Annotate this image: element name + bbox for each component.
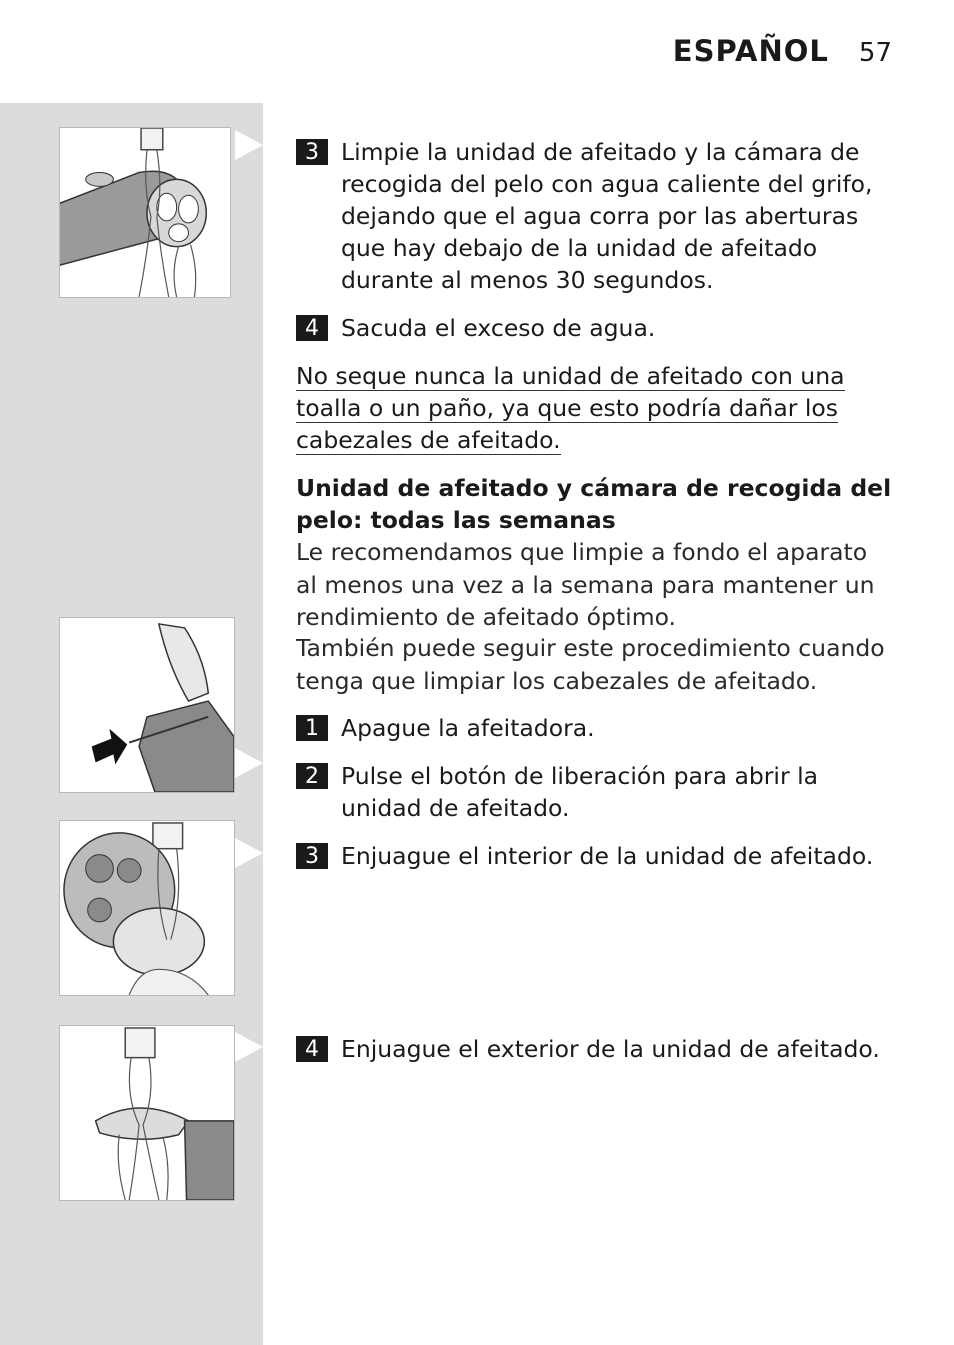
figure-pointer [235,130,263,160]
step-1-switch-off [296,712,896,744]
figure-rinse-inside [59,820,235,996]
step-4-rinse-outside [296,1033,896,1065]
step-3-rinse-inside [296,840,896,872]
step-text: Enjuague el interior de la unidad de afeitado. [341,842,874,870]
rinse-inside-illustration [60,821,234,995]
language-label: ESPAÑOL [672,34,829,68]
warning-text: No seque nunca la unidad de afeitado con una toalla o un paño, ya que esto podría dañar los cabezales de afeitado. [296,362,845,454]
step-2-open-unit [296,760,836,824]
step-number: 4 [296,315,328,341]
figure-pointer [235,1032,263,1062]
step-text: Apague la afeitadora. [341,714,595,742]
figure-release-button [59,617,235,793]
step-text: Pulse el botón de liberación para abrir la unidad de afeitado. [341,762,819,822]
step-text: Sacuda el exceso de agua. [341,314,656,342]
step-number: 3 [296,843,328,869]
rinse-illustration [60,128,230,297]
page-header [673,34,892,68]
rinse-outside-illustration [60,1026,234,1200]
step-number: 4 [296,1036,328,1062]
figure-rinse-shaving-unit [59,127,231,298]
section-heading: Unidad de afeitado y cámara de recogida del pelo: todas las semanas [296,474,892,534]
step-number: 2 [296,763,328,789]
release-illustration [60,618,234,792]
step-number: 1 [296,715,328,741]
step-3-clean-unit [296,136,896,296]
intro-paragraph-2: También puede seguir este procedimiento cuando tenga que limpiar los cabezales de afeitado. [296,634,885,695]
warning-note [296,360,856,456]
step-number: 3 [296,139,328,165]
page-number: 57 [858,38,892,68]
step-4-shake-water [296,312,896,344]
step-text: Enjuague el exterior de la unidad de afeitado. [341,1035,880,1063]
step-text: Limpie la unidad de afeitado y la cámara de recogida del pelo con agua caliente del grifo, dejando que el agua corra por las aberturas que hay debajo de la unidad de afeitado durante al menos 30 segundos. [341,138,873,294]
figure-rinse-outside [59,1025,235,1201]
figure-pointer [235,838,263,868]
figure-pointer [235,748,263,778]
intro-paragraph: Le recomendamos que limpie a fondo el aparato al menos una vez a la semana para mantener un rendimiento de afeitado óptimo. [296,538,875,631]
